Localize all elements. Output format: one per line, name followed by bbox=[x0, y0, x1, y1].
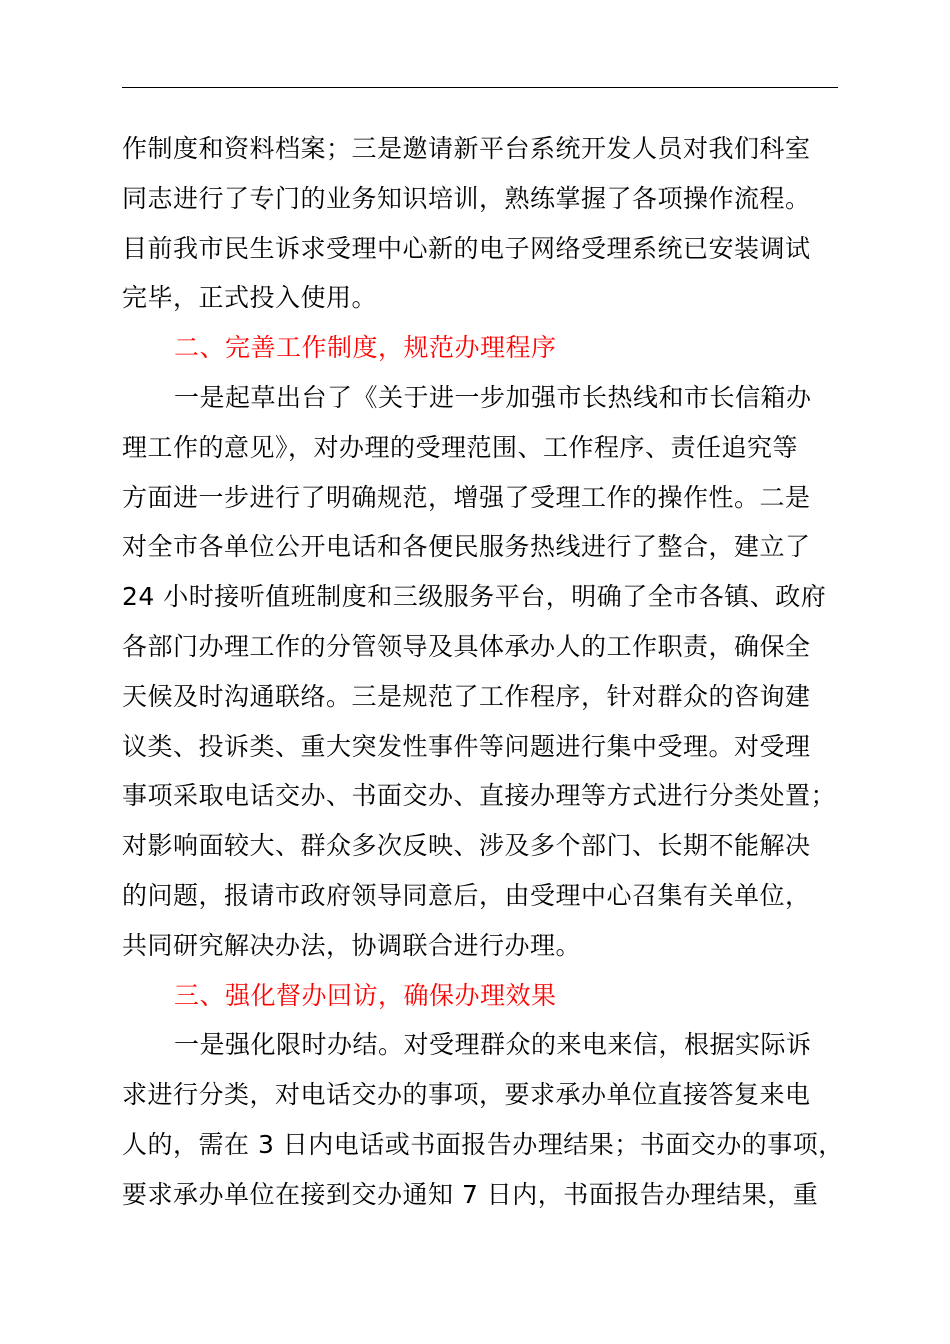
paragraph-start: 一是起草出台了《关于进一步加强市长热线和市长信箱办 bbox=[174, 382, 812, 412]
body-line: 的问题，报请市政府领导同意后，由受理中心召集有关单位， bbox=[122, 880, 811, 910]
header-rule bbox=[122, 87, 838, 88]
body-line: 对影响面较大、群众多次反映、涉及多个部门、长期不能解决 bbox=[122, 831, 811, 861]
body-line: 理工作的意见》，对办理的受理范围、工作程序、责任追究等 bbox=[122, 432, 799, 462]
body-line: 目前我市民生诉求受理中心新的电子网络受理系统已安装调试 bbox=[122, 233, 811, 263]
section-heading-3: 三、强化督办回访，确保办理效果 bbox=[174, 980, 557, 1010]
body-line: 24 小时接听值班制度和三级服务平台，明确了全市各镇、政府 bbox=[122, 582, 827, 612]
body-line: 议类、投诉类、重大突发性事件等问题进行集中受理。对受理 bbox=[122, 731, 811, 761]
body-line: 对全市各单位公开电话和各便民服务热线进行了整合，建立了 bbox=[122, 532, 811, 562]
body-line: 同志进行了专门的业务知识培训，熟练掌握了各项操作流程。 bbox=[122, 183, 811, 213]
body-line: 共同研究解决办法，协调联合进行办理。 bbox=[122, 930, 582, 960]
body-line: 各部门办理工作的分管领导及具体承办人的工作职责，确保全 bbox=[122, 631, 811, 661]
body-line: 完毕，正式投入使用。 bbox=[122, 283, 378, 313]
body-line: 人的，需在 3 日内电话或书面报告办理结果；书面交办的事项， bbox=[122, 1129, 844, 1159]
body-line: 要求承办单位在接到交办通知 7 日内，书面报告办理结果，重 bbox=[122, 1179, 819, 1209]
body-line: 作制度和资料档案；三是邀请新平台系统开发人员对我们科室 bbox=[122, 134, 811, 163]
section-heading-2: 二、完善工作制度，规范办理程序 bbox=[174, 333, 557, 363]
body-line: 求进行分类，对电话交办的事项，要求承办单位直接答复来电 bbox=[122, 1080, 811, 1110]
document-body bbox=[122, 124, 862, 1220]
body-line: 天候及时沟通联络。三是规范了工作程序，针对群众的咨询建 bbox=[122, 681, 811, 711]
paragraph-start: 一是强化限时办结。对受理群众的来电来信，根据实际诉 bbox=[174, 1030, 812, 1060]
body-line: 方面进一步进行了明确规范，增强了受理工作的操作性。二是 bbox=[122, 482, 811, 512]
body-line: 事项采取电话交办、书面交办、直接办理等方式进行分类处置； bbox=[122, 781, 837, 811]
